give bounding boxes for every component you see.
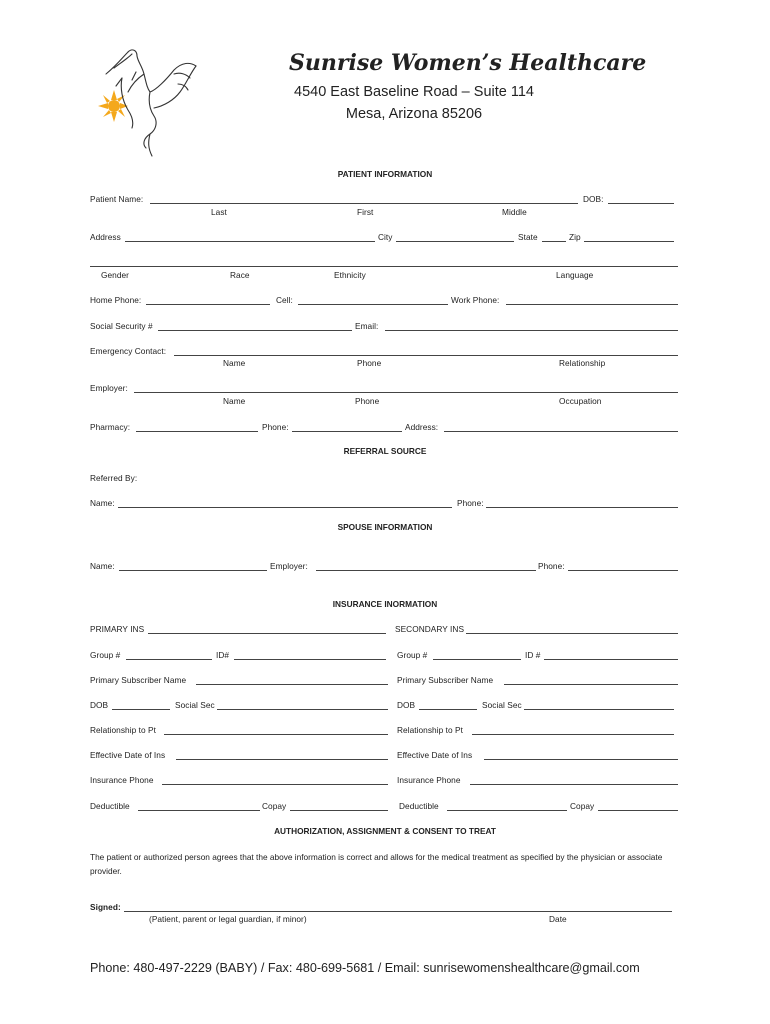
race-caption: Race [230,270,250,280]
secondary-ssn-field[interactable] [524,709,674,710]
pharmacy-phone-label: Phone: [262,422,289,432]
secondary-deductible-field[interactable] [447,810,567,811]
spouse-employer-field[interactable] [316,570,536,571]
primary-copay-field[interactable] [290,810,388,811]
primary-subscriber-field[interactable] [196,684,388,685]
clinic-address-line1: 4540 East Baseline Road – Suite 114 [294,84,534,100]
spouse-name-field[interactable] [119,570,267,571]
home-phone-label: Home Phone: [90,295,142,305]
primary-subscriber-label: Primary Subscriber Name [90,675,187,685]
primary-dob-label: DOB [90,700,109,710]
spouse-employer-label: Employer: [270,561,308,571]
secondary-relationship-field[interactable] [472,734,674,735]
primary-phone-label: Insurance Phone [90,775,154,785]
ssn-field[interactable] [158,330,352,331]
email-label: Email: [355,321,379,331]
secondary-copay-label: Copay [570,801,595,811]
address-label: Address [90,232,121,242]
primary-group-label: Group # [90,650,121,660]
employer-field[interactable] [134,392,678,393]
state-field[interactable] [542,241,566,242]
emp-occupation-caption: Occupation [559,396,602,406]
dob-label: DOB: [583,194,604,204]
address-field[interactable] [125,241,375,242]
primary-deductible-field[interactable] [138,810,260,811]
primary-ssn-field[interactable] [217,709,388,710]
primary-id-field[interactable] [234,659,386,660]
work-phone-label: Work Phone: [451,295,500,305]
authorization-heading: AUTHORIZATION, ASSIGNMENT & CONSENT TO TREAT [274,826,496,836]
primary-effective-field[interactable] [176,759,388,760]
emergency-contact-field[interactable] [174,355,678,356]
email-field[interactable] [385,330,678,331]
pharmacy-phone-field[interactable] [292,431,402,432]
patient-info-heading: PATIENT INFORMATION [337,169,433,179]
referral-phone-label: Phone: [457,498,484,508]
secondary-dob-field[interactable] [419,709,477,710]
language-caption: Language [556,270,594,280]
primary-relationship-field[interactable] [164,734,388,735]
ssn-label: Social Security # [90,321,153,331]
authorization-text: The patient or authorized person agrees that the above information is correct and allows for the medical treatment as specified by the physician or associate provider. [90,852,663,876]
referred-by-label: Referred By: [90,473,138,483]
primary-group-field[interactable] [126,659,212,660]
zip-field[interactable] [584,241,674,242]
signed-label: Signed: [90,902,121,912]
secondary-effective-label: Effective Date of Ins [397,750,473,760]
secondary-group-label: Group # [397,650,428,660]
state-label: State [518,232,538,242]
secondary-dob-label: DOB [397,700,416,710]
secondary-phone-label: Insurance Phone [397,775,461,785]
primary-ins-field[interactable] [148,633,386,634]
pharmacy-label: Pharmacy: [90,422,131,432]
primary-phone-field[interactable] [162,784,388,785]
emp-name-caption: Name [223,396,246,406]
work-phone-field[interactable] [506,304,678,305]
date-caption: Date [549,914,567,924]
employer-label: Employer: [90,383,128,393]
secondary-ssn-label: Social Sec [482,700,522,710]
primary-id-label: ID# [216,650,230,660]
referral-name-field[interactable] [118,507,452,508]
dob-field[interactable] [608,203,674,204]
primary-copay-label: Copay [262,801,287,811]
secondary-copay-field[interactable] [598,810,678,811]
spouse-phone-field[interactable] [568,570,678,571]
primary-effective-label: Effective Date of Ins [90,750,166,760]
spouse-phone-label: Phone: [538,561,565,571]
clinic-name: Sunrise Women’s Healthcare [289,50,647,76]
secondary-ins-label: SECONDARY INS [395,624,465,634]
zip-label: Zip [569,232,581,242]
ethnicity-caption: Ethnicity [334,270,366,280]
footer-contact: Phone: 480-497-2229 (BABY) / Fax: 480-699-5681 / Email: sunrisewomenshealthcare@gmail.com [90,961,640,975]
secondary-subscriber-field[interactable] [504,684,678,685]
secondary-subscriber-label: Primary Subscriber Name [397,675,494,685]
clinic-address-line2: Mesa, Arizona 85206 [345,106,483,122]
home-phone-field[interactable] [146,304,270,305]
secondary-id-label: ID # [525,650,541,660]
primary-ssn-label: Social Sec [175,700,215,710]
ec-name-caption: Name [223,358,246,368]
last-caption: Last [211,207,227,217]
ec-phone-caption: Phone [357,358,382,368]
pharmacy-address-field[interactable] [444,431,678,432]
ec-relationship-caption: Relationship [559,358,606,368]
secondary-relationship-label: Relationship to Pt [397,725,463,735]
patient-name-field[interactable] [150,203,578,204]
spouse-heading: SPOUSE INFORMATION [337,522,433,532]
patient-name-label: Patient Name: [90,194,144,204]
primary-deductible-label: Deductible [90,801,130,811]
secondary-group-field[interactable] [433,659,521,660]
stork-sun-logo [92,44,204,162]
primary-ins-label: PRIMARY INS [90,624,145,634]
first-caption: First [357,207,374,217]
referral-name-label: Name: [90,498,115,508]
city-field[interactable] [396,241,514,242]
demographics-field[interactable] [90,266,678,267]
secondary-id-field[interactable] [544,659,678,660]
gender-caption: Gender [101,270,129,280]
cell-label: Cell: [276,295,293,305]
secondary-phone-field[interactable] [470,784,678,785]
referral-phone-field[interactable] [486,507,678,508]
secondary-deductible-label: Deductible [399,801,439,811]
primary-relationship-label: Relationship to Pt [90,725,156,735]
city-label: City [378,232,393,242]
emergency-contact-label: Emergency Contact: [90,346,167,356]
signer-caption: (Patient, parent or legal guardian, if minor) [149,914,307,924]
cell-field[interactable] [298,304,448,305]
middle-caption: Middle [502,207,527,217]
spouse-name-label: Name: [90,561,115,571]
pharmacy-field[interactable] [136,431,258,432]
emp-phone-caption: Phone [355,396,380,406]
primary-dob-field[interactable] [112,709,170,710]
referral-heading: REFERRAL SOURCE [343,446,427,456]
insurance-heading: INSURANCE INORMATION [332,599,438,609]
secondary-ins-field[interactable] [466,633,678,634]
pharmacy-address-label: Address: [405,422,439,432]
signature-field[interactable] [124,911,672,912]
secondary-effective-field[interactable] [484,759,678,760]
